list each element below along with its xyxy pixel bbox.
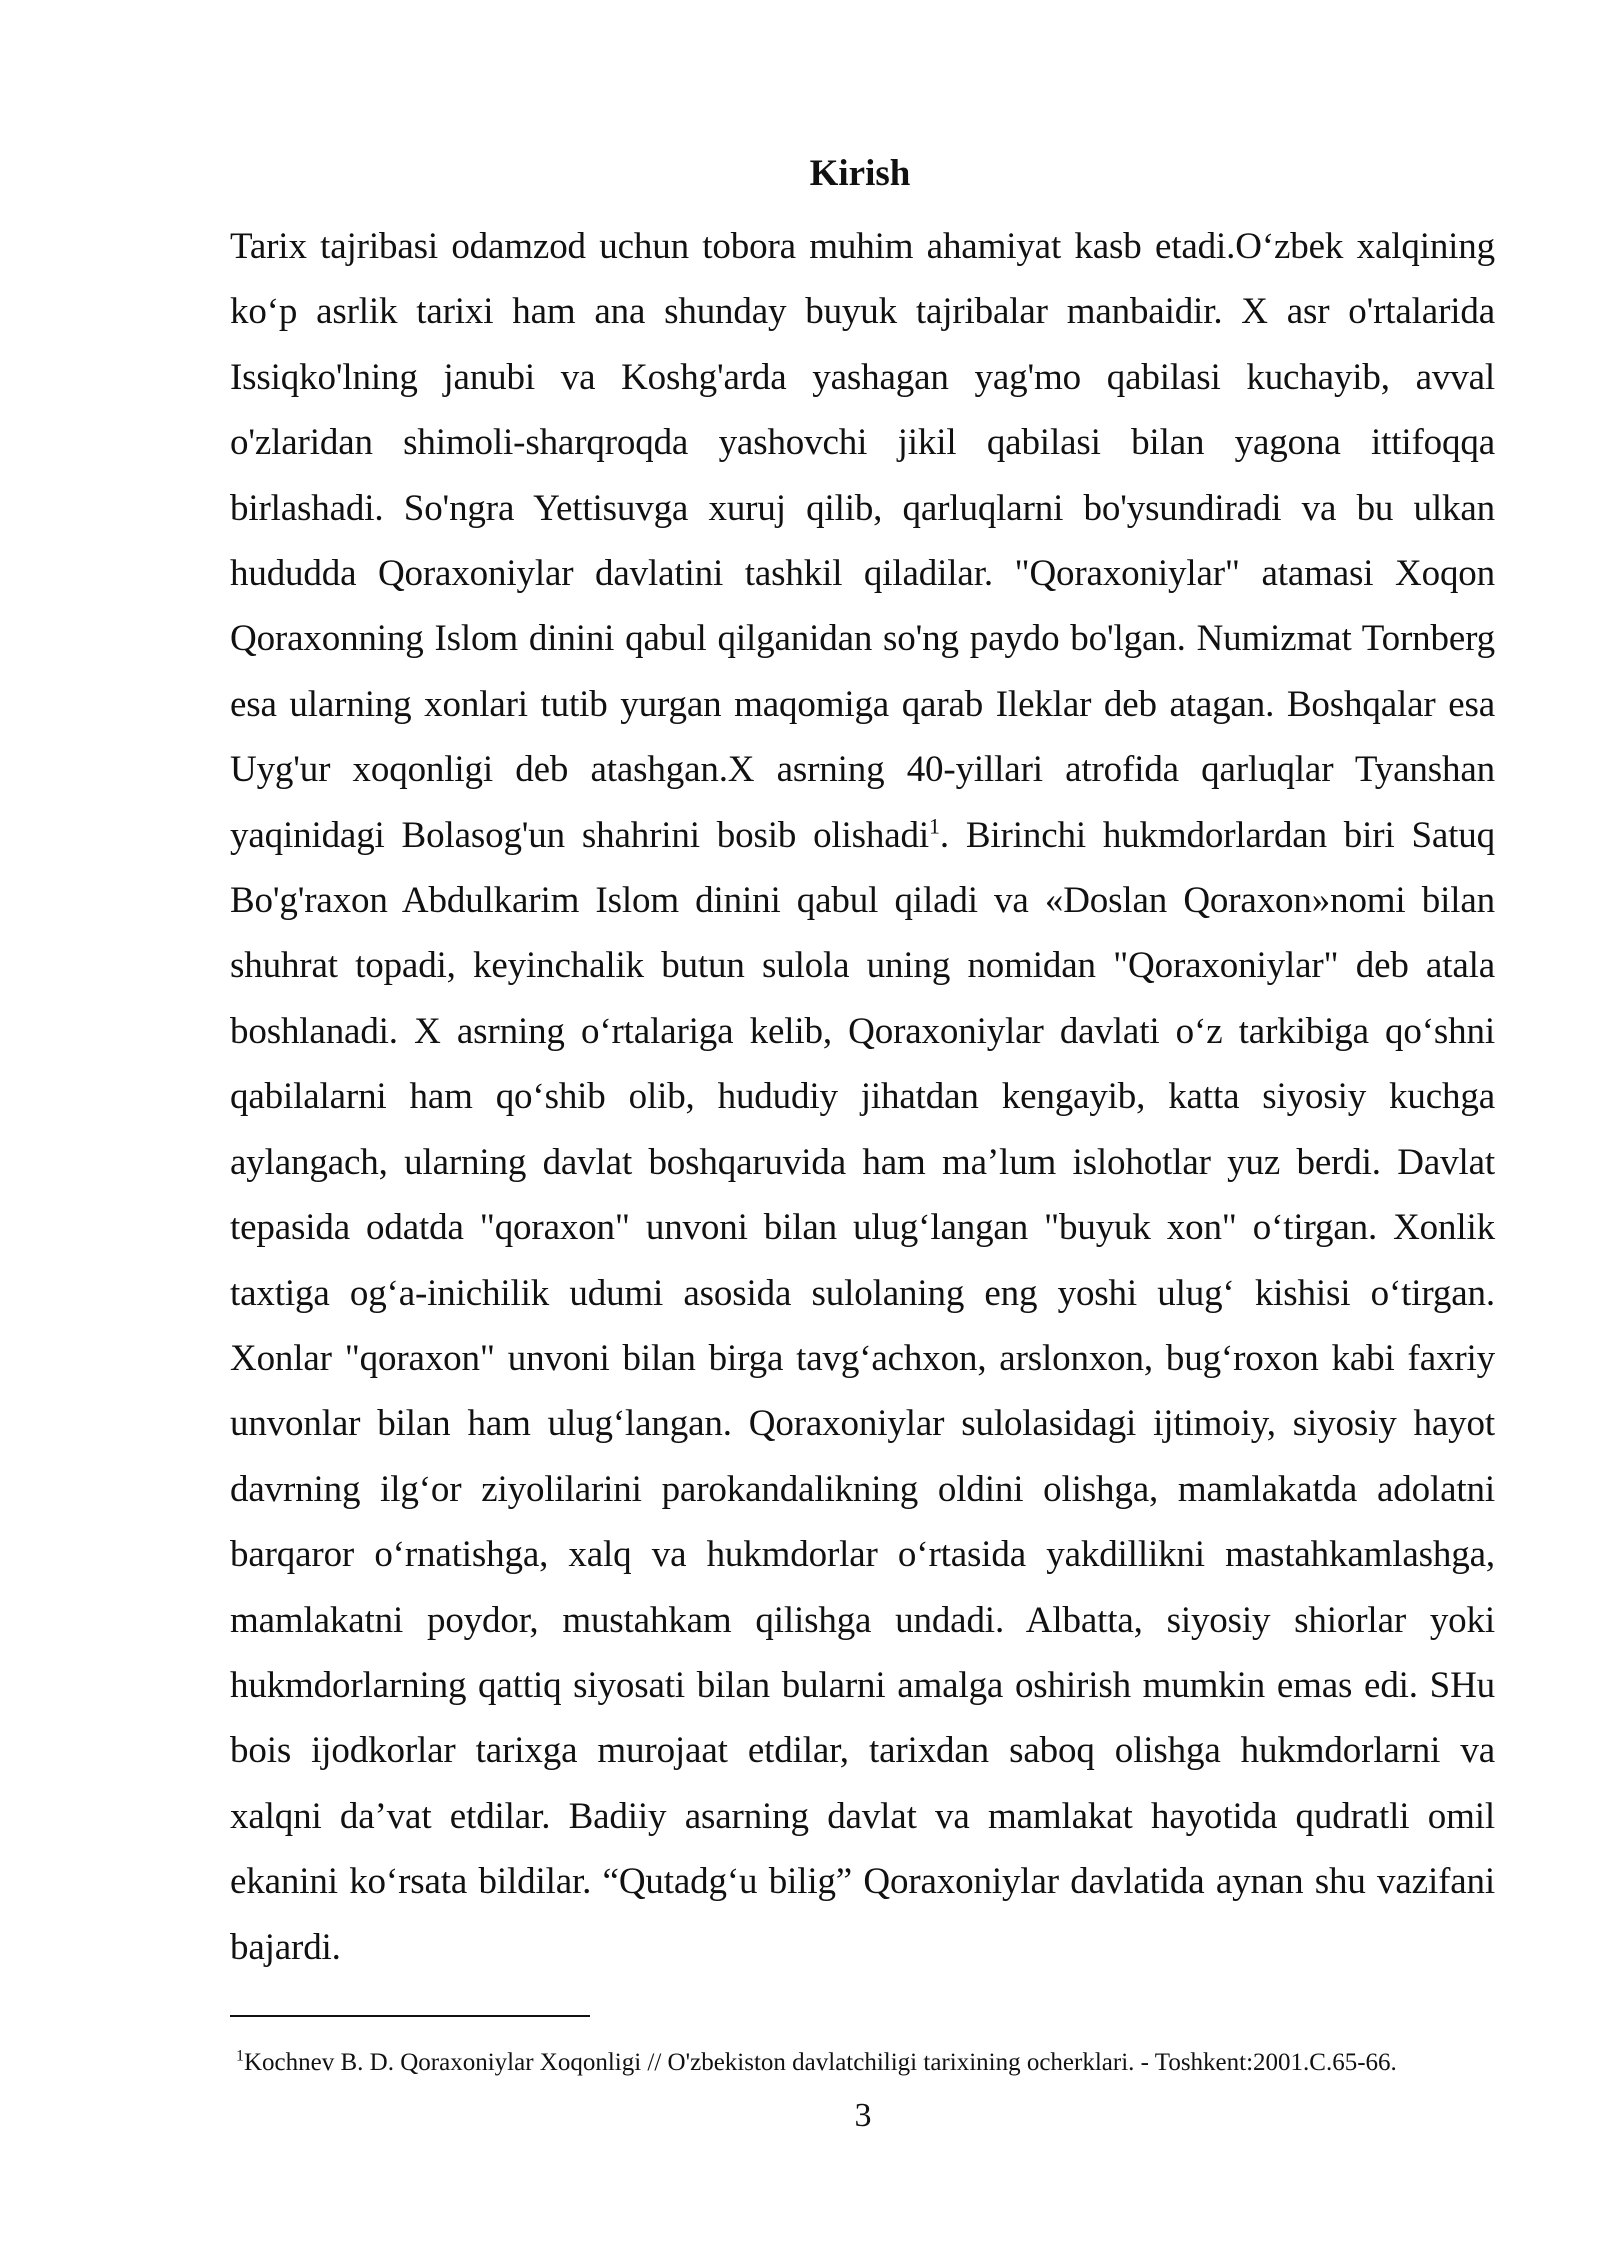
footnote-reference[interactable]: 1: [929, 813, 940, 839]
footnote-text: Kochnev B. D. Qoraxoniylar Xoqonligi // O'zbekiston davlatchiligi tarixining ocherklari. - Toshkent:2001.C.65-66.: [244, 2049, 1397, 2076]
footnote-separator: [230, 2015, 590, 2017]
page-number: 3: [854, 2097, 872, 2134]
section-title: Kirish: [809, 153, 911, 194]
body-paragraph: [230, 214, 1495, 1980]
paragraph-text-part-2: . Birinchi hukmdorlardan biri Satuq Bo'g'raxon Abdulkarim Islom dinini qabul qiladi va «Doslan Qoraxon»nomi bilan shuhrat topadi, keyinchalik butun sulola uning nomidan "Qoraxoniylar" deb atala boshlanadi. X asrning o‘rtalariga kelib, Qoraxoniylar davlati o‘z tarkibiga qo‘shni qabilalarni ham qo‘shib olib, hududiy jihatdan kengayib, katta siyosiy kuchga aylangach, ularning davlat boshqaruvida ham ma’lum islohotlar yuz berdi. Davlat tepasida odatda "qoraxon" unvoni bilan ulug‘langan "buyuk xon" o‘tirgan. Xonlik taxtiga og‘a-inichilik udumi asosida sulolaning eng yoshi ulug‘ kishisi o‘tirgan. Xonlar "qoraxon" unvoni bilan birga tavg‘achxon, arslonxon, bug‘roxon kabi faxriy unvonlar bilan ham ulug‘langan. Qoraxoniylar sulolasidagi ijtimoiy, siyosiy hayot davrning ilg‘or ziyolilarini parokandalikning oldini olishga, mamlakatda adolatni barqaror o‘rnatishga, xalq va hukmdorlar o‘rtasida yakdillikni mastahkamlashga, mamlakatni poydor, mustahkam qilishga undadi. Albatta, siyosiy shiorlar yoki hukmdorlarning qattiq siyosati bilan bularni amalga oshirish mumkin emas edi. SHu bois ijodkorlar tarixga murojaat etdilar, tarixdan saboq olishga hukmdorlarni va xalqni da’vat etdilar. Badiiy asarning davlat va mamlakat hayotida qudratli omil ekanini ko‘rsata bildilar. “Qutadg‘u bilig” Qoraxoniylar davlatida aynan shu vazifani bajardi.: [230, 814, 1495, 1968]
footnote: [236, 2046, 1506, 2080]
footnote-marker: 1: [236, 2047, 244, 2065]
paragraph-text-part-1: Tarix tajribasi odamzod uchun tobora muhim ahamiyat kasb etadi.O‘zbek xalqining ko‘p asrlik tarixi ham ana shunday buyuk tajribalar manbaidir. X asr o'rtalarida Issiqko'lning janubi va Koshg'arda yashagan yag'mo qabilasi kuchayib, avval o'zlaridan shimoli-sharqroqda yashovchi jikil qabilasi bilan yagona ittifoqqa birlashadi. So'ngra Yettisuvga xuruj qilib, qarluqlarni bo'ysundiradi va bu ulkan hududda Qoraxoniylar davlatini tashkil qiladilar. "Qoraxoniylar" atamasi Xoqon Qoraxonning Islom dinini qabul qilganidan so'ng paydo bo'lgan. Numizmat Tornberg esa ularning xonlari tutib yurgan maqomiga qarab Ileklar deb atagan. Boshqalar esa Uyg'ur xoqonligi deb atashgan.X asrning 40-yillari atrofida qarluqlar Tyanshan yaqinidagi Bolasog'un shahrini bosib olishadi: [230, 226, 1495, 856]
